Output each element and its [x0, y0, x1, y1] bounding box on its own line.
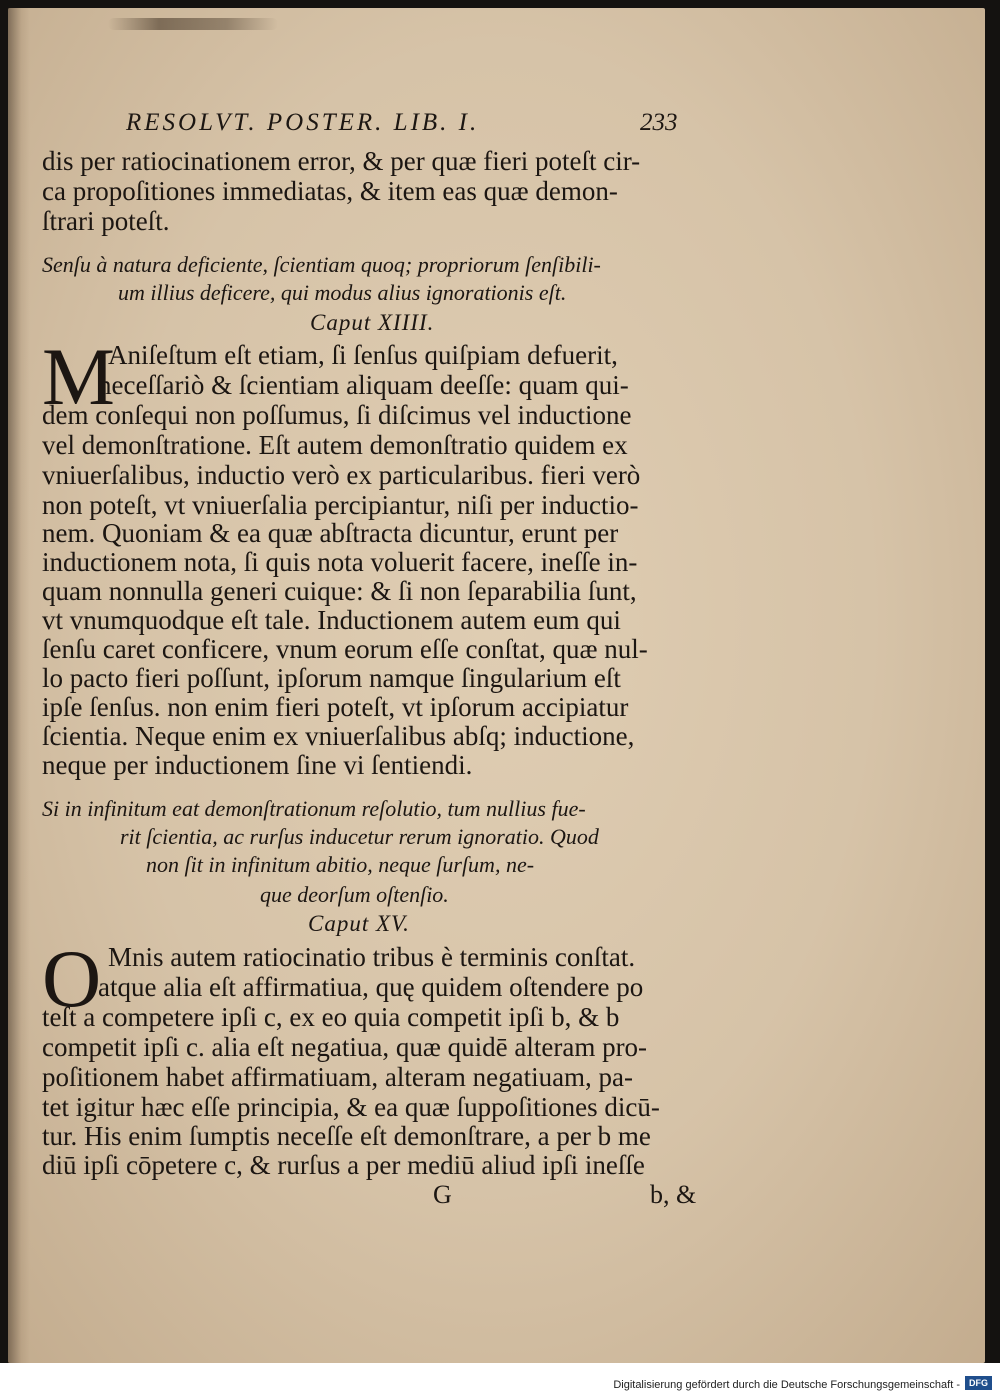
text-line: dis per ratiocinationem error, & per quæ fieri poteſt cir- [42, 146, 641, 176]
text-line: tur. His enim ſumptis neceſſe eſt demonſtrare, a per b me [42, 1121, 651, 1151]
page-number: 233 [640, 109, 678, 136]
book-page [8, 8, 985, 1363]
text-line: ca propoſitiones immediatas, & item eas quæ demon- [42, 176, 618, 206]
text-line: ſtrari poteſt. [42, 206, 170, 236]
chapter-label: Caput XV. [308, 911, 410, 936]
text-line: ipſe ſenſus. non enim fieri poteſt, vt ipſorum accipiatur [42, 692, 629, 722]
text-line: vel demonſtratione. Eſt autem demonſtratio quidem ex [42, 430, 628, 460]
section-heading-line: que deorſum oſtenſio. [260, 882, 449, 907]
section-heading-line: Senſu à natura deficiente, ſcientiam quoq; propriorum ſenſibili- [42, 252, 601, 277]
running-title: RESOLVT. POSTER. LIB. I. [126, 109, 480, 136]
text-line: vniuerſalibus, inductio verò ex particularibus. fieri verò [42, 460, 641, 490]
dfg-logo-icon: DFG [965, 1376, 992, 1390]
section-heading-line: non ſit in infinitum abitio, neque ſurſum, ne- [146, 852, 535, 877]
text-line: diū ipſi cōpetere c, & rurſus a per mediū aliud ipſi ineſſe [42, 1150, 645, 1180]
text-line: poſitionem habet affirmatiuam, alteram negatiuam, pa- [42, 1062, 634, 1092]
text-line: neque per inductionem ſine vi ſentiendi. [42, 750, 473, 780]
text-line: Aniſeſtum eſt etiam, ſi ſenſus quiſpiam defuerit, [108, 340, 618, 370]
text-line: vt vnumquodque eſt tale. Inductionem autem eum qui [42, 605, 621, 635]
section-heading-line: rit ſcientia, ac rurſus inducetur rerum ignoratio. Quod [120, 824, 599, 849]
text-line: quam nonnulla generi cuique: & ſi non ſeparabilia ſunt, [42, 576, 637, 606]
text-line: ſenſu caret conficere, vnum eorum eſſe conſtat, quæ nul- [42, 634, 648, 664]
text-line: ſcientia. Neque enim ex vniuerſalibus abſq; inductione, [42, 721, 635, 751]
section-heading-line: Si in infinitum eat demonſtrationum reſolutio, tum nullius fue- [42, 796, 586, 821]
text-line: inductionem nota, ſi quis nota voluerit facere, ineſſe in- [42, 547, 638, 577]
text-line: competit ipſi c. alia eſt negatiua, quæ quidē alteram pro- [42, 1032, 648, 1062]
page-stain [108, 18, 278, 30]
text-line: lo pacto fieri poſſunt, ipſorum namque ſingularium eſt [42, 663, 621, 693]
text-line: nem. Quoniam & ea quæ abſtracta dicuntur, erunt per [42, 518, 619, 548]
text-line: teſt a competere ipſi c, ex eo quia competit ipſi b, & b [42, 1002, 620, 1032]
text-line: dem conſequi non poſſumus, ſi diſcimus vel inductione [42, 400, 632, 430]
catchword: b, & [650, 1180, 697, 1209]
page-gutter-shadow [8, 8, 30, 1363]
drop-capital: M [42, 331, 115, 422]
text-line: atque alia eſt affirmatiua, quę quidem oſtendere po [98, 972, 644, 1002]
funding-credit: Digitalisierung gefördert durch die Deutsche Forschungsgemeinschaft - [613, 1379, 960, 1391]
section-heading-line: um illius deficere, qui modus alius ignorationis eſt. [118, 280, 567, 305]
signature-mark: G [433, 1180, 452, 1209]
text-line: Mnis autem ratiocinatio tribus è terminis conſtat. [108, 942, 636, 972]
text-line: tet igitur hæc eſſe principia, & ea quæ ſuppoſitiones dicū- [42, 1092, 660, 1122]
text-line: non poteſt, vt vniuerſalia percipiantur, niſi per inductio- [42, 490, 639, 520]
chapter-label: Caput XIIII. [310, 310, 435, 335]
text-line: neceſſariò & ſcientiam aliquam deeſſe: quam qui- [98, 370, 629, 400]
drop-capital: O [42, 933, 102, 1024]
